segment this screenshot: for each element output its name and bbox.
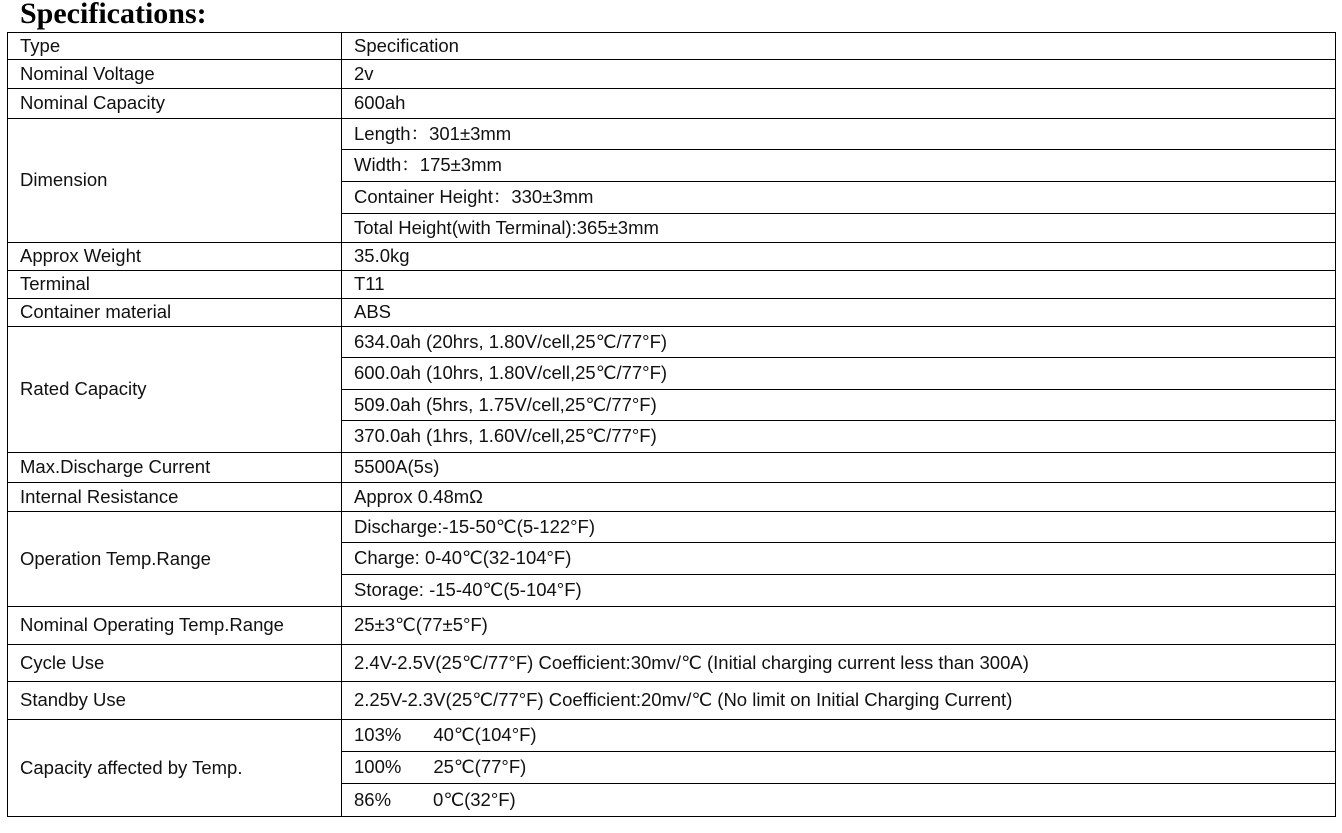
header-type: Type xyxy=(8,33,342,60)
row-value: 2.25V-2.3V(25℃/77°F) Coefficient:20mv/℃ (No limit on Initial Charging Current) xyxy=(342,682,1336,720)
row-value: Total Height(with Terminal):365±3mm xyxy=(342,214,1336,243)
capacity-pct: 86% xyxy=(354,788,392,810)
row-value xyxy=(342,784,1336,817)
row-label: Terminal xyxy=(8,271,342,299)
row-value: 370.0ah (1hrs, 1.60V/cell,25℃/77°F) xyxy=(342,421,1336,453)
row-label: Dimension xyxy=(8,119,342,243)
row-value: ABS xyxy=(342,299,1336,327)
capacity-temp: 25℃(77°F) xyxy=(433,756,527,778)
table-row xyxy=(8,60,1336,89)
table-row xyxy=(8,327,1336,358)
row-value: Length：301±3mm xyxy=(342,119,1336,150)
table-header-row xyxy=(8,33,1336,60)
row-value: Storage: -15-40℃(5-104°F) xyxy=(342,575,1336,607)
row-value: 25±3℃(77±5°F) xyxy=(342,607,1336,645)
row-value: Width：175±3mm xyxy=(342,150,1336,182)
table-row xyxy=(8,89,1336,119)
row-value: 634.0ah (20hrs, 1.80V/cell,25℃/77°F) xyxy=(342,327,1336,358)
row-label: Standby Use xyxy=(8,682,342,720)
row-value: 600ah xyxy=(342,89,1336,119)
row-value: 5500A(5s) xyxy=(342,453,1336,483)
row-value: Container Height：330±3mm xyxy=(342,182,1336,214)
row-value: 2.4V-2.5V(25℃/77°F) Coefficient:30mv/℃ (Initial charging current less than 300A) xyxy=(342,645,1336,682)
table-row xyxy=(8,682,1336,720)
table-row xyxy=(8,119,1336,150)
row-label: Nominal Voltage xyxy=(8,60,342,89)
row-value xyxy=(342,720,1336,752)
row-label: Capacity affected by Temp. xyxy=(8,720,342,817)
table-row xyxy=(8,483,1336,512)
table-row xyxy=(8,512,1336,543)
specifications-table xyxy=(7,32,1336,817)
row-value: 600.0ah (10hrs, 1.80V/cell,25℃/77°F) xyxy=(342,358,1336,390)
table-row xyxy=(8,607,1336,645)
row-value xyxy=(342,752,1336,784)
row-label: Nominal Capacity xyxy=(8,89,342,119)
row-value: 2v xyxy=(342,60,1336,89)
table-row xyxy=(8,720,1336,752)
capacity-temp: 0℃(32°F) xyxy=(433,788,516,810)
row-label: Nominal Operating Temp.Range xyxy=(8,607,342,645)
table-row xyxy=(8,453,1336,483)
row-label: Container material xyxy=(8,299,342,327)
row-label: Operation Temp.Range xyxy=(8,512,342,607)
row-value: 35.0kg xyxy=(342,243,1336,271)
row-label: Rated Capacity xyxy=(8,327,342,453)
row-value: 509.0ah (5hrs, 1.75V/cell,25℃/77°F) xyxy=(342,390,1336,421)
row-label: Cycle Use xyxy=(8,645,342,682)
table-row xyxy=(8,299,1336,327)
page-title: Specifications: xyxy=(20,0,207,30)
row-value: T11 xyxy=(342,271,1336,299)
row-label: Approx Weight xyxy=(8,243,342,271)
capacity-pct: 100% xyxy=(354,756,402,778)
capacity-pct: 103% xyxy=(354,724,402,746)
table-row xyxy=(8,271,1336,299)
table-row xyxy=(8,243,1336,271)
header-specification: Specification xyxy=(342,33,1336,60)
row-value: Approx 0.48mΩ xyxy=(342,483,1336,512)
row-value: Discharge:-15-50℃(5-122°F) xyxy=(342,512,1336,543)
capacity-temp: 40℃(104°F) xyxy=(433,724,537,746)
table-row xyxy=(8,645,1336,682)
row-label: Internal Resistance xyxy=(8,483,342,512)
row-label: Max.Discharge Current xyxy=(8,453,342,483)
row-value: Charge: 0-40℃(32-104°F) xyxy=(342,543,1336,575)
